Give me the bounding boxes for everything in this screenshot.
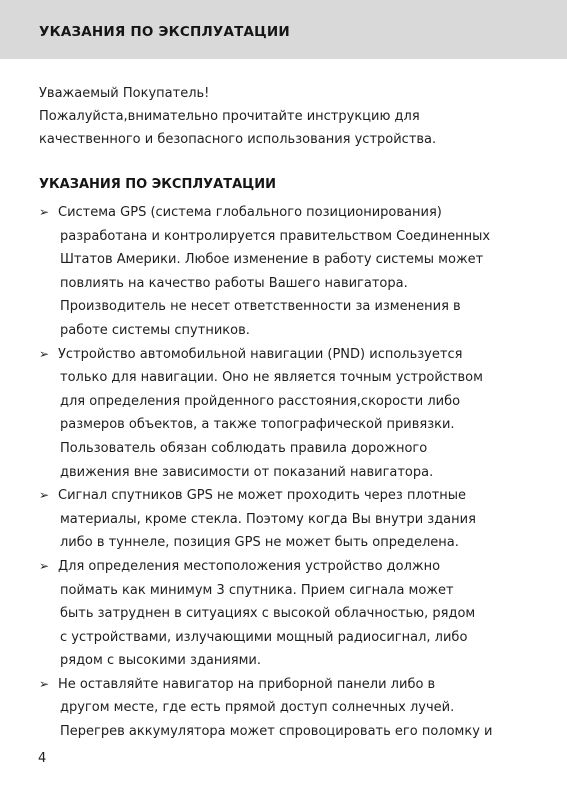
list-item-line: поймать как минимум 3 спутника. Прием сигнала может [60, 582, 454, 598]
instruction-list [38, 201, 558, 744]
section-title: УКАЗАНИЯ ПО ЭКСПЛУАТАЦИИ [39, 177, 276, 192]
arrow-bullet-icon: ➢ [39, 205, 50, 219]
list-item-line: повлиять на качество работы Вашего навигатора. [60, 275, 408, 291]
list-item-line: Пользователь обязан соблюдать правила дорожного [60, 440, 428, 456]
arrow-bullet-icon: ➢ [39, 676, 50, 691]
list-item-line: разработана и контролируется правительством Соединенных [60, 228, 491, 244]
list-item-line: Производитель не несет ответственности за изменения в [60, 299, 461, 315]
list-item [38, 484, 558, 555]
list-item-line: с устройствами, излучающими мощный радиосигнал, либо [60, 629, 468, 645]
list-item-line: работе системы спутников. [60, 322, 250, 338]
list-item [38, 555, 558, 673]
list-item-line: Сигнал спутников GPS не может проходить через плотные [58, 488, 467, 504]
header-bar [0, 0, 567, 59]
list-item-line: Для определения местоположения устройство должно [58, 558, 441, 574]
list-item-line: материалы, кроме стекла. Поэтому когда Вы внутри здания [60, 511, 476, 527]
intro-text [39, 82, 436, 151]
list-item-line: для определения пройденного расстояния,скорости либо [60, 393, 461, 409]
list-item-line: Перегрев аккумулятора может спровоцировать его поломку и [60, 724, 493, 740]
list-item-line: размеров объектов, а также топографической привязки. [60, 417, 455, 433]
arrow-bullet-icon: ➢ [39, 488, 50, 503]
intro-line: Уважаемый Покупатель! [39, 86, 210, 101]
page-number: 4 [38, 751, 47, 766]
list-item-line: быть затруднен в ситуациях с высокой облачностью, рядом [60, 606, 476, 622]
list-item-line: Штатов Америки. Любое изменение в работу системы может [60, 252, 484, 268]
arrow-bullet-icon: ➢ [39, 558, 50, 573]
list-item-line: движения вне зависимости от показаний навигатора. [60, 464, 434, 480]
list-item [38, 343, 558, 485]
list-item [38, 201, 558, 343]
list-item-line: Система GPS (система глобального позиционирования) [58, 205, 442, 220]
list-item-line: Не оставляйте навигатор на приборной панели либо в [58, 676, 436, 692]
header-title: УКАЗАНИЯ ПО ЭКСПЛУАТАЦИИ [39, 24, 290, 40]
list-item-line: другом месте, где есть прямой доступ солнечных лучей. [60, 700, 455, 716]
intro-line: качественного и безопасного использования устройства. [39, 132, 437, 147]
list-item-line: только для навигации. Оно не является точным устройством [60, 370, 483, 386]
arrow-bullet-icon: ➢ [39, 346, 50, 361]
list-item [38, 673, 558, 744]
list-item-line: либо в туннеле, позиция GPS не может быть определена. [60, 535, 459, 551]
intro-line: Пожалуйста,внимательно прочитайте инструкцию для [39, 109, 420, 124]
list-item-line: рядом с высокими зданиями. [60, 653, 261, 669]
list-item-line: Устройство автомобильной навигации (PND) используется [58, 346, 463, 362]
